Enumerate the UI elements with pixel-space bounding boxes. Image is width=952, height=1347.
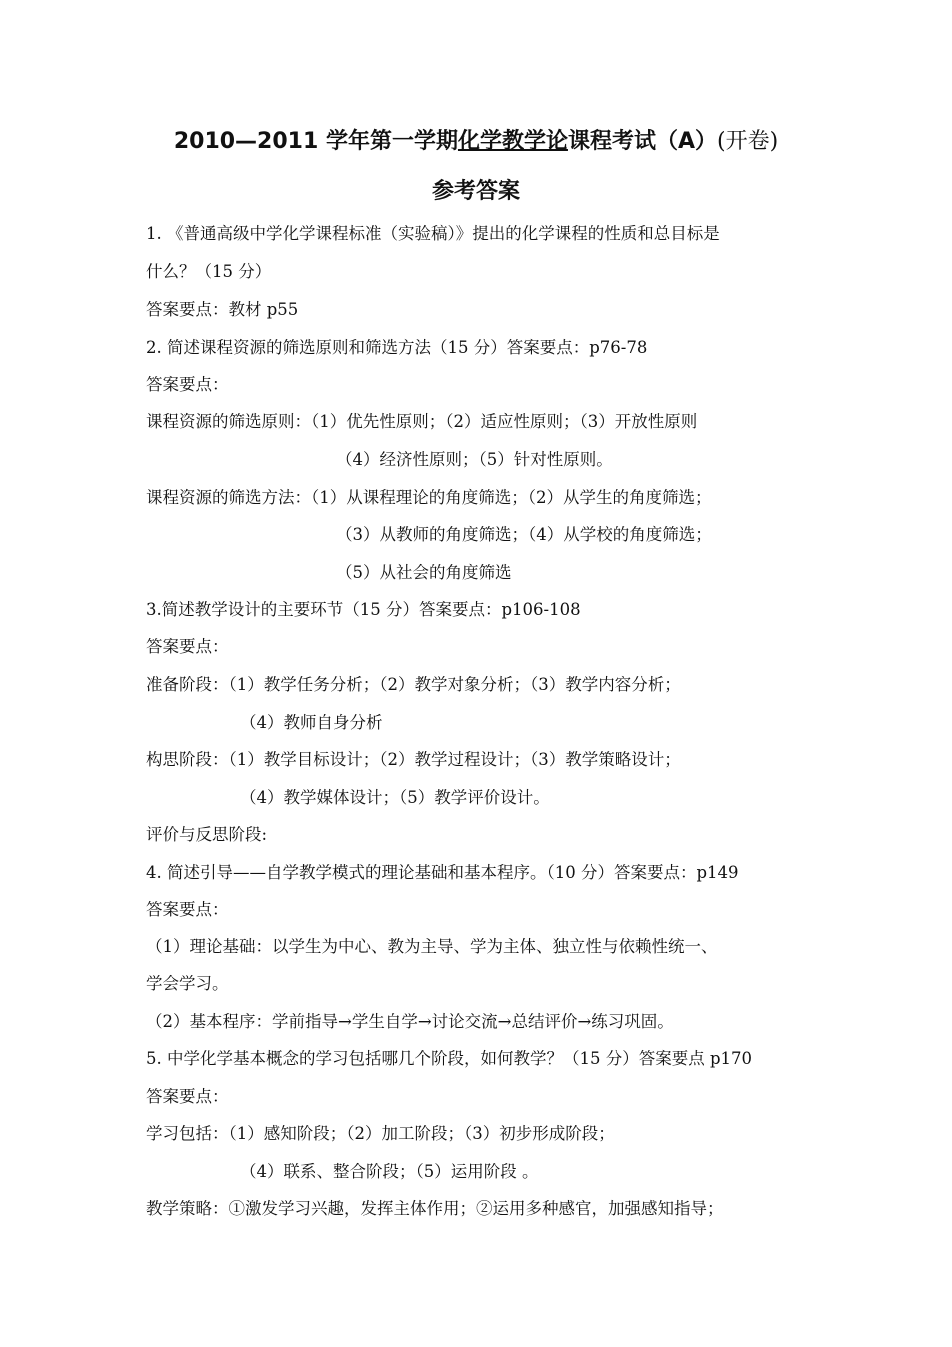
text-line: （4）联系、整合阶段；（5）运用阶段 。 <box>240 1162 539 1181</box>
text-line: 课程资源的筛选方法：（1）从课程理论的角度筛选；（2）从学生的角度筛选； <box>146 488 712 507</box>
text-line: 5. 中学化学基本概念的学习包括哪几个阶段，如何教学？（15 分）答案要点 p170 <box>146 1049 753 1068</box>
text-line: 教学策略：①激发学习兴趣，发挥主体作用；②运用多种感官，加强感知指导； <box>146 1199 724 1218</box>
text-line: 准备阶段：（1）教学任务分析；（2）教学对象分析；（3）教学内容分析； <box>146 675 681 694</box>
text-line: 4. 简述引导——自学教学模式的理论基础和基本程序。（10 分）答案要点：p149 <box>146 863 739 882</box>
text-line: （4）教学媒体设计；（5）教学评价设计。 <box>240 788 550 807</box>
text-line: 3.简述教学设计的主要环节（15 分）答案要点：p106-108 <box>146 600 581 619</box>
text-line: 学会学习。 <box>146 974 229 993</box>
title-suffix: 课程考试（A） <box>567 129 717 154</box>
text-line: 课程资源的筛选原则：（1）优先性原则；（2）适应性原则；（3）开放性原则 <box>146 412 698 431</box>
text-line: （3）从教师的角度筛选；（4）从学校的角度筛选； <box>336 525 712 544</box>
title-course: 化学教学论 <box>457 129 568 154</box>
title-paren: (开卷) <box>717 129 779 154</box>
text-line: 1. 《普通高级中学化学课程标准（实验稿）》提出的化学课程的性质和总目标是 <box>146 224 720 243</box>
text-line: 什么？（15 分） <box>146 262 272 281</box>
text-line: （5）从社会的角度筛选 <box>336 563 512 582</box>
text-line: 评价与反思阶段: <box>146 825 268 844</box>
text-line: 答案要点： <box>146 637 229 656</box>
title-prefix: 2010—2011 学年第一学期 <box>173 129 458 154</box>
text-line: 答案要点： <box>146 900 229 919</box>
text-line: 2. 简述课程资源的筛选原则和筛选方法（15 分）答案要点：p76-78 <box>146 338 648 357</box>
text-line: 学习包括：（1）感知阶段；（2）加工阶段；（3）初步形成阶段； <box>146 1124 615 1143</box>
text-line: 答案要点： <box>146 375 229 394</box>
text-line: （4）经济性原则；（5）针对性原则。 <box>336 450 613 469</box>
text-line: 答案要点： <box>146 1087 229 1106</box>
page-title <box>0 124 952 155</box>
text-line: （2）基本程序：学前指导→学生自学→讨论交流→总结评价→练习巩固。 <box>146 1012 674 1031</box>
text-line: 构思阶段：（1）教学目标设计；（2）教学过程设计；（3）教学策略设计； <box>146 750 681 769</box>
page-subtitle: 参考答案 <box>431 179 520 204</box>
text-line: （4）教师自身分析 <box>240 713 383 732</box>
text-line: （1）理论基础：以学生为中心、教为主导、学为主体、独立性与依赖性统一、 <box>146 937 718 956</box>
text-line: 答案要点：教材 p55 <box>146 300 299 319</box>
